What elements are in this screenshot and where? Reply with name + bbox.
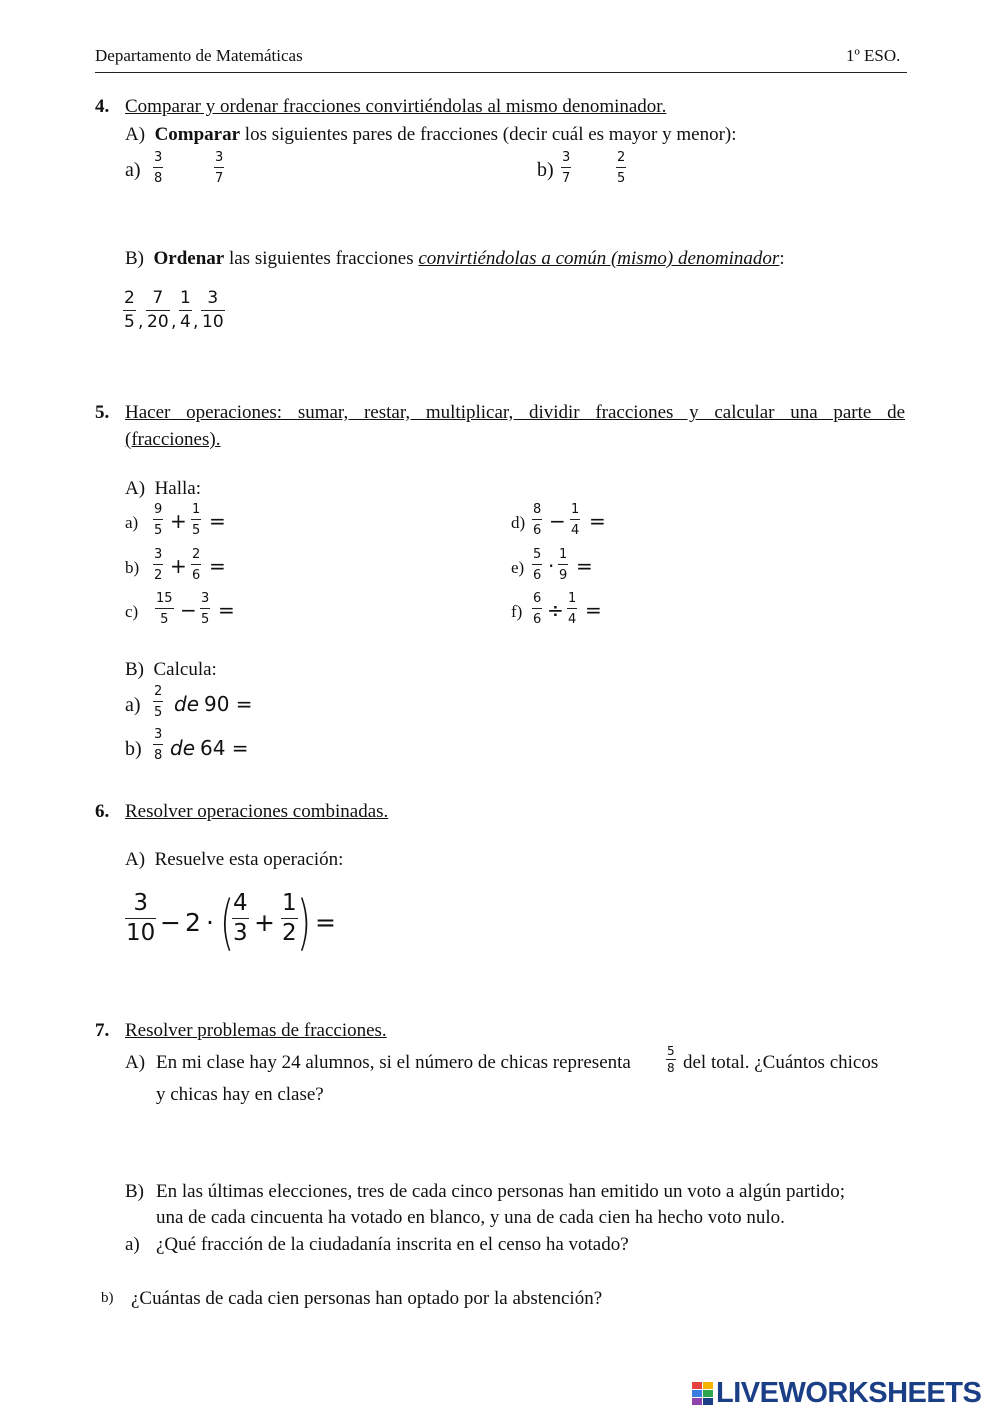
plus-sign: + xyxy=(170,509,187,533)
equals-sign: = xyxy=(209,509,226,533)
item-b-label: b) xyxy=(537,159,554,181)
order-method: convirtiéndolas a común (mismo) denominador xyxy=(418,248,780,269)
section-4-title: Comparar y ordenar fracciones convirtiéndolas al mismo denominador. xyxy=(125,96,667,117)
logo-mark-icon xyxy=(692,1382,713,1405)
section-5-title-cont: (fracciones). xyxy=(125,429,221,450)
section-5-number: 5. xyxy=(95,402,110,423)
fraction: 1 4 xyxy=(180,288,191,332)
fraction: 2 5 xyxy=(617,150,626,186)
calc-label: a) xyxy=(125,694,141,716)
section-5-part-a: A) Halla: xyxy=(125,478,201,499)
section-7-number: 7. xyxy=(95,1020,110,1041)
de-text: de xyxy=(170,736,195,760)
equals-sign: = xyxy=(576,554,593,578)
fraction: 2 6 xyxy=(192,547,201,583)
section-4-number: 4. xyxy=(95,96,110,117)
minus-sign: − xyxy=(180,598,197,622)
fraction: 6 6 xyxy=(533,591,542,627)
divide-sign: ÷ xyxy=(547,598,564,622)
plus-sign: + xyxy=(170,554,187,578)
section-7-title: Resolver problemas de fracciones. xyxy=(125,1020,387,1041)
fraction: 1 4 xyxy=(571,502,580,538)
minus-sign: − xyxy=(549,509,566,533)
problem-b-label: B) xyxy=(125,1181,144,1202)
part-b-label: B) xyxy=(125,248,144,269)
logo-cell xyxy=(692,1398,702,1405)
op-label: b) xyxy=(125,558,140,577)
fraction: 1 9 xyxy=(559,547,568,583)
equals-sign: = xyxy=(209,554,226,578)
fraction: 3 10 xyxy=(126,890,156,946)
part-a-label: A) xyxy=(125,124,146,145)
right-paren: ) xyxy=(297,888,312,958)
equals-sign: = xyxy=(315,908,336,937)
question-a-text: ¿Qué fracción de la ciudadanía inscrita en el censo ha votado? xyxy=(156,1234,629,1255)
section-5-title: Hacer operaciones: sumar, restar, multiplicar, dividir fracciones y calcular una parte de xyxy=(125,402,905,423)
logo-cell xyxy=(703,1390,713,1397)
logo-cell xyxy=(692,1390,702,1397)
order-keyword: Ordenar xyxy=(153,248,225,269)
fraction: 2 5 xyxy=(154,684,163,720)
fraction: 1 2 xyxy=(282,890,297,946)
equals-sign: = xyxy=(589,509,606,533)
calc-number: 90 = xyxy=(204,692,253,716)
fraction: 2 5 xyxy=(124,288,135,332)
op-label: e) xyxy=(511,558,525,577)
calc-number: 64 = xyxy=(200,736,249,760)
question-a-label: a) xyxy=(125,1234,140,1255)
order-instruction: las siguientes fracciones xyxy=(224,248,419,269)
logo-cell xyxy=(692,1382,702,1389)
fraction: 3 7 xyxy=(215,150,224,186)
compare-keyword: Comparar xyxy=(154,124,241,145)
problem-a-text-line2: y chicas hay en clase? xyxy=(156,1084,324,1105)
problem-a-text: En mi clase hay 24 alumnos, si el número de chicas representa xyxy=(156,1052,631,1073)
fraction: 9 5 xyxy=(154,502,163,538)
fraction: 5 8 xyxy=(667,1044,675,1075)
fraction: 15 5 xyxy=(156,591,173,627)
problem-a-label: A) xyxy=(125,1052,146,1073)
fraction: 1 5 xyxy=(192,502,201,538)
comma: , xyxy=(193,312,199,332)
problem-b-text-line2: una de cada cincuenta ha votado en blanco, y una de cada cien ha hecho voto nulo. xyxy=(156,1207,785,1228)
problem-b-text: En las últimas elecciones, tres de cada cinco personas han emitido un voto a algún partido; xyxy=(156,1181,846,1202)
section-6-title: Resolver operaciones combinadas. xyxy=(125,801,389,822)
section-6-number: 6. xyxy=(95,801,110,822)
op-label: f) xyxy=(511,602,523,621)
fraction: 3 5 xyxy=(201,591,210,627)
calc-label: b) xyxy=(125,738,142,760)
fraction: 1 4 xyxy=(568,591,577,627)
compare-instruction: los siguientes pares de fracciones (decir cuál es mayor y menor): xyxy=(240,124,737,145)
plus-sign: + xyxy=(254,908,275,937)
op-label: a) xyxy=(125,513,139,532)
logo-text: LIVEWORKSHEETS xyxy=(716,1377,982,1409)
op-label: c) xyxy=(125,602,139,621)
header-divider xyxy=(95,72,907,73)
fraction: 5 6 xyxy=(533,547,542,583)
section-6-part-a: A) Resuelve esta operación: xyxy=(125,849,344,870)
equals-sign: = xyxy=(585,598,602,622)
section-4-part-b: B) Ordenar las siguientes fracciones convirtiéndolas a común (mismo) denominador: xyxy=(125,248,785,269)
fraction: 3 7 xyxy=(562,150,571,186)
question-b-text: ¿Cuántas de cada cien personas han optado por la abstención? xyxy=(131,1288,603,1309)
comma: , xyxy=(171,312,177,332)
fraction: 3 8 xyxy=(154,150,163,186)
equals-sign: = xyxy=(218,598,235,622)
op-label: d) xyxy=(511,513,526,532)
logo-cell xyxy=(703,1382,713,1389)
question-b-label: b) xyxy=(101,1290,114,1306)
header-course: 1º ESO. xyxy=(846,46,901,65)
section-4-part-a xyxy=(125,124,737,146)
problem-a-text-cont: del total. ¿Cuántos chicos xyxy=(683,1052,879,1073)
de-text: de xyxy=(174,692,199,716)
header-department: Departamento de Matemáticas xyxy=(95,46,303,65)
section-5-part-b: B) Calcula: xyxy=(125,659,217,680)
fraction: 3 10 xyxy=(202,288,224,332)
fraction: 3 8 xyxy=(154,727,163,763)
coefficient: 2 xyxy=(185,908,201,937)
minus-sign: − xyxy=(160,908,181,937)
fraction: 8 6 xyxy=(533,502,542,538)
times-sign: · xyxy=(206,908,214,937)
fraction: 4 3 xyxy=(233,890,248,946)
liveworksheets-logo[interactable] xyxy=(692,1377,981,1410)
comma: , xyxy=(138,312,144,332)
left-paren: ( xyxy=(220,888,235,958)
logo-cell xyxy=(703,1398,713,1405)
times-sign: · xyxy=(548,554,555,578)
fraction: 7 20 xyxy=(147,288,169,332)
item-a-label: a) xyxy=(125,159,141,181)
fraction: 3 2 xyxy=(154,547,163,583)
